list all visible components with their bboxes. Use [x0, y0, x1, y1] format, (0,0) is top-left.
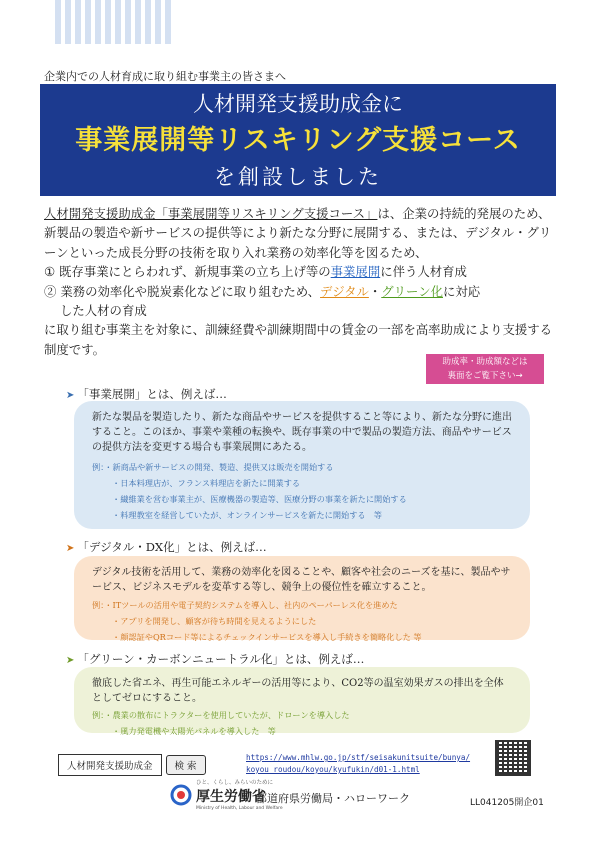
intro-item2-pre: ② 業務の効率化や脱炭素化などに取り組むため、 — [44, 283, 321, 299]
intro-item2-post: に対応 — [442, 283, 481, 299]
qr-code-icon — [495, 740, 531, 776]
example-item: 例：・ITツールの活用や電子契約システムを導入し、社内のペーパーレス化を進めた — [92, 600, 398, 610]
title-banner — [40, 84, 556, 196]
search-button[interactable]: 検 索 — [166, 755, 206, 775]
example-item: ・日本料理店が、フランス料理店を新たに開業する — [112, 478, 301, 488]
section-box-digital — [74, 556, 530, 640]
ministry-name: 厚生労働省 — [196, 789, 266, 805]
bureau-name: 都道府県労働局・ハローワーク — [256, 792, 410, 805]
section-examples — [92, 597, 512, 645]
search-keyword: 人材開発支援助成金 — [58, 754, 162, 776]
intro-item1-pre: ① 既存事業にとらわれず、新規事業の立ち上げ等の — [44, 264, 331, 280]
url-line-1[interactable]: https://www.mhlw.go.jp/stf/seisakunitsuite/bunya/ — [246, 753, 471, 762]
intro-item2-digital: デジタル — [320, 283, 369, 299]
intro-item2-sep: ・ — [368, 283, 382, 299]
intro-p2: に取り組む事業主を対象に、訓練経費や訓練期間中の賃金の一部を高率助成により支援する制度です。 — [44, 322, 553, 357]
arrow-icon: ➤ — [66, 390, 75, 401]
intro-item2-green: グリーン化 — [381, 283, 443, 299]
arrow-icon: ➤ — [66, 655, 75, 666]
intro-item2-cont: した人材の育成 — [60, 303, 147, 319]
section-box-green — [74, 667, 530, 736]
example-item: ・料理教室を経営していたが、オンラインサービスを新たに開始する 等 — [112, 510, 382, 520]
section-box-business — [74, 401, 530, 529]
ministry-tagline: ひと、くらし、みらいのために — [196, 780, 274, 786]
ministry-mark-icon — [170, 784, 192, 806]
url-line-2[interactable]: koyou_roudou/koyou/kyufukin/d01-1.html — [246, 765, 420, 774]
example-item: ・アプリを開発し、顧客が待ち時間を見えるようにした — [112, 616, 317, 626]
section-examples — [92, 459, 512, 523]
example-item: ・顔認証やQRコード等によるチェックインサービスを導入し手続きを簡略化した 等 — [112, 632, 422, 642]
example-item: 例：・新商品や新サービスの開発、製造、提供又は販売を開始する — [92, 462, 334, 472]
info-url[interactable] — [246, 752, 470, 776]
back-note-line-2: 裏面をご覧下さい→ — [447, 371, 523, 381]
ministry-english-name: Ministry of Health, Labour and Welfare — [196, 806, 283, 811]
banner-course-name: 事業展開等リスキリング支援コース — [75, 125, 521, 156]
intro-text — [44, 204, 554, 359]
back-note-line-1: 助成率・助成額などは — [442, 357, 528, 367]
arrow-icon: ➤ — [66, 543, 75, 554]
document-code: LL041205開企01 — [470, 798, 544, 808]
header-decoration — [55, 0, 175, 44]
example-item: 例：・農業の散布にトラクターを使用していたが、ドローンを導入した — [92, 710, 350, 720]
section-heading-text: 「グリーン・カーボンニュートラル化」とは、例えば… — [77, 652, 365, 666]
example-item: ・風力発電機や太陽光パネルを導入した 等 — [112, 726, 276, 736]
intro-p1-rest: は、企業の持続的発展のため、新製品の製造や新サービスの提供等により新たな分野に展開する、または、デジタル・グリーンといった成長分野の技術を取り入れ業務の効率化等を図るため、 — [44, 206, 552, 260]
section-examples — [92, 707, 512, 739]
banner-line-3: を創設しました — [214, 165, 382, 189]
section-body: 新たな製品を製造したり、新たな商品やサービスを提供すること等により、新たな分野に進出すること。このほか、事業や業種の転換や、既存事業の中で製品の製造方法、商品やサービスの提供方法を変更する場合も事業展開にあたる。 — [92, 412, 512, 453]
audience-line: 企業内での人材育成に取り組む事業主の皆さまへ — [44, 70, 286, 83]
section-heading-business — [66, 386, 227, 402]
back-page-note — [426, 354, 544, 384]
section-heading-text: 「デジタル・DX化」とは、例えば… — [77, 540, 267, 554]
section-body: デジタル技術を活用して、業務の効率化を図ることや、顧客や社会のニーズを基に、製品やサービス、ビジネスモデルを変革する等し、競争上の優位性を確立すること。 — [92, 567, 511, 593]
section-heading-text: 「事業展開」とは、例えば… — [77, 387, 227, 401]
intro-item1-link: 事業展開 — [330, 264, 381, 280]
banner-line-1: 人材開発支援助成金に — [193, 92, 403, 116]
search-box — [58, 754, 206, 776]
section-heading-green — [66, 651, 364, 667]
section-heading-digital — [66, 539, 267, 555]
example-item: ・繊維業を営む事業主が、医療機器の製造等、医療分野の事業を新たに開始する — [112, 494, 407, 504]
intro-item1-post: に伴う人材育成 — [380, 264, 467, 280]
section-body: 徹底した省エネ、再生可能エネルギーの活用等により、CO2等の温室効果ガスの排出を全体としてゼロにすること。 — [92, 678, 504, 704]
intro-course-title: 人材開発支援助成金「事業展開等リスキリング支援コース」 — [44, 206, 378, 221]
